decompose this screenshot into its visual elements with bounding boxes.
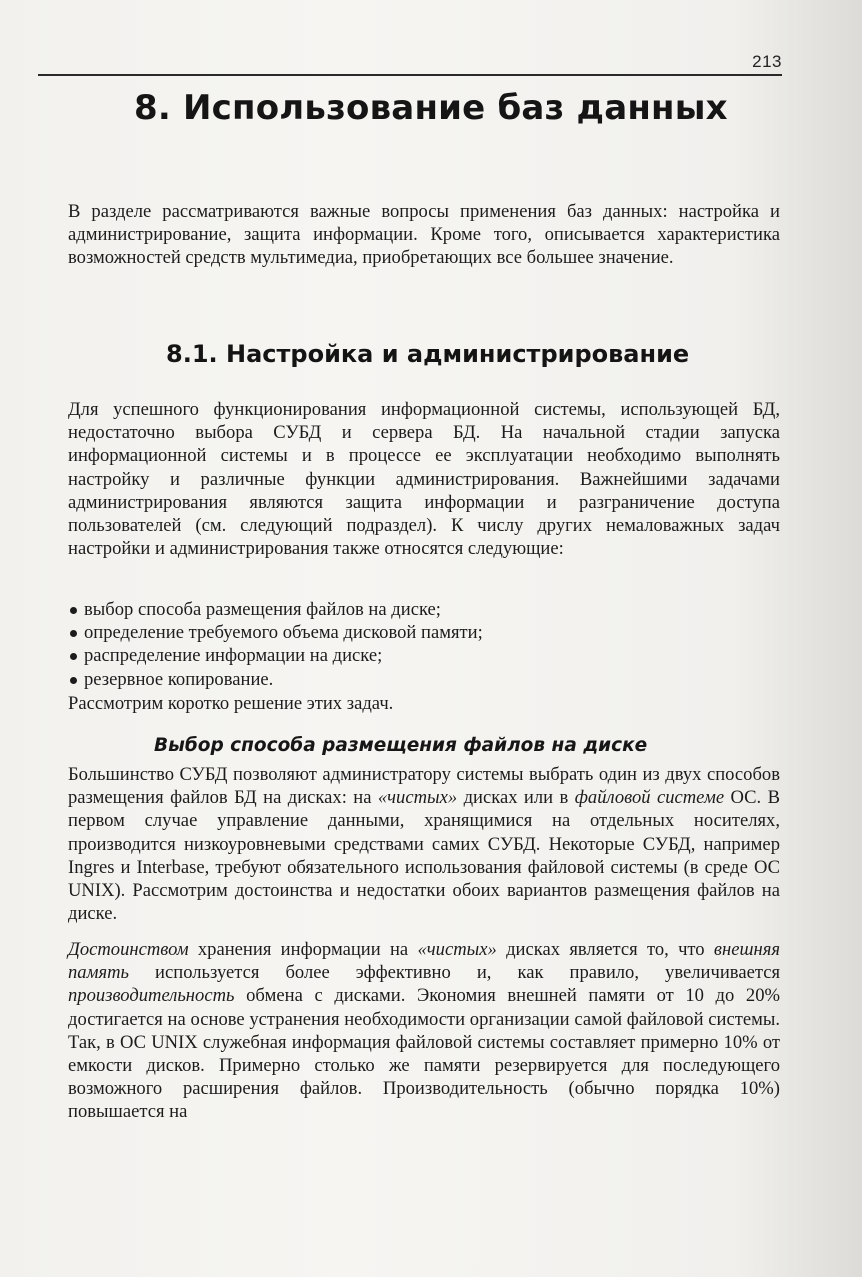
bullet-icon bbox=[70, 630, 77, 637]
page-number: 213 bbox=[752, 52, 782, 71]
paragraph-3: Большинство СУБД позволяют администратору системы выбрать один из двух способов размещения файлов БД на дисках: на «чистых» дисках или в файловой системе ОС. В первом случае управление данными, хранящимися на отдельных носителях, производится низкоуровневыми средствами самих СУБД. Некоторые СУБД, например Ingres и Interbase, требуют обязательного использования файловой системы (в среде ОС UNIX). Рассмотрим достоинства и недостатки обоих вариантов размещения файлов на диске. bbox=[68, 764, 780, 925]
list-item: резервное копирование. bbox=[68, 668, 780, 691]
list-item: выбор способа размещения файлов на диске; bbox=[68, 598, 780, 621]
task-list bbox=[68, 598, 780, 691]
list-item: определение требуемого объема дисковой памяти; bbox=[68, 621, 780, 644]
bullet-icon bbox=[70, 677, 77, 684]
paragraph-1: Для успешного функционирования информационной системы, использующей БД, недостаточно выбора СУБД и сервера БД. На начальной стадии запуска информационной системы и в процессе ее эксплуатации необходимо выполнять настройку и различные функции администрирования. Важнейшими задачами администрирования являются защита информации и разграничение доступа пользователей (см. следующий подраздел). К числу других немаловажных задач настройки и администрирования также относятся следующие: bbox=[68, 399, 780, 560]
header-rule bbox=[38, 74, 782, 76]
paragraph-4: Достоинством хранения информации на «чистых» дисках является то, что внешняя память используется более эффективно и, как правило, увеличивается производительность обмена с дисками. Экономия внешней памяти от 10 до 20% достигается на основе устранения необходимости организации самой файловой системы. Так, в ОС UNIX служебная информация файловой системы составляет примерно 10% от емкости дисков. Примерно столько же памяти резервируется для последующего возможного расширения файлов. Производительность (обычно порядка 10%) повышается на bbox=[68, 939, 781, 1123]
intro-paragraph: В разделе рассматриваются важные вопросы применения баз данных: настройка и администрирование, защита информации. Кроме того, описывается характеристика возможностей средств мультимедиа, приобретающих все большее значение. bbox=[68, 201, 780, 269]
section-title: 8.1. Настройка и администрирование bbox=[166, 340, 690, 368]
subsection-title: Выбор способа размещения файлов на диске bbox=[154, 735, 648, 756]
list-item: распределение информации на диске; bbox=[68, 644, 780, 667]
chapter-title: 8. Использование баз данных bbox=[134, 88, 728, 128]
bullet-icon bbox=[70, 607, 77, 614]
bullet-icon bbox=[70, 653, 77, 660]
paragraph-2: Рассмотрим коротко решение этих задач. bbox=[68, 693, 394, 714]
